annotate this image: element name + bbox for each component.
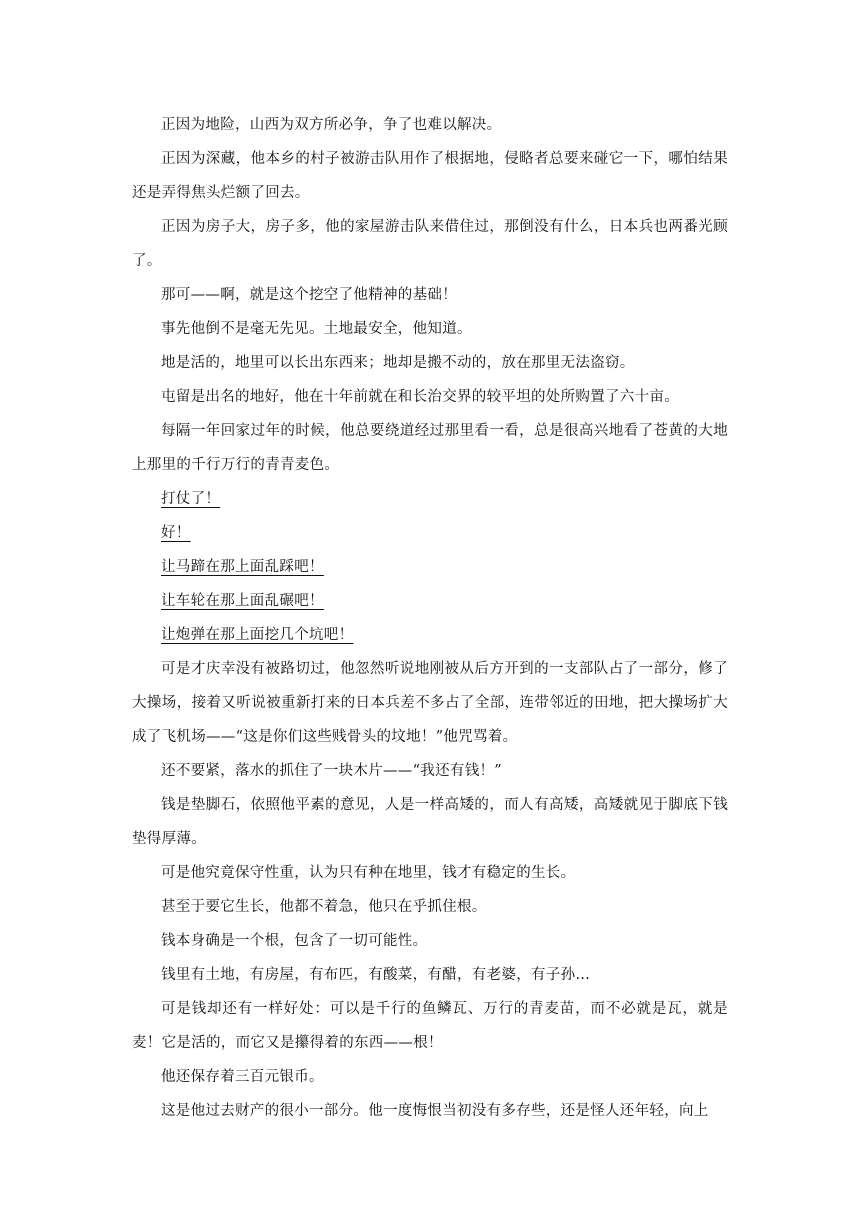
paragraph [132,992,728,1060]
paragraph [132,482,728,516]
paragraph [132,788,728,856]
paragraph [132,1094,728,1128]
paragraph-text: 钱里有土地，有房屋，有布匹，有酸菜，有醋，有老婆，有子孙… [161,967,591,983]
paragraph-text: 可是钱却还有一样好处：可以是千行的鱼鳞瓦、万行的青麦苗，而不必就是瓦，就是麦！它是活的，而它又是攥得着的东西——根！ [132,1001,728,1051]
paragraph-text: 事先他倒不是毫无先见。土地最安全，他知道。 [161,321,472,337]
paragraph-text: 每隔一年回家过年的时候，他总要绕道经过那里看一看，总是很高兴地看了苍黄的大地上那里的千行万行的青青麦色。 [132,423,728,473]
paragraph-text: 屯留是出名的地好，他在十年前就在和长治交界的较平坦的处所购置了六十亩。 [161,389,679,405]
paragraph [132,856,728,890]
paragraph [132,380,728,414]
paragraph-text: 让车轮在那上面乱碾吧！ [161,593,324,609]
paragraph-text: 正因为深藏，他本乡的村子被游击队用作了根据地，侵略者总要来碰它一下，哪怕结果还是弄得焦头烂额了回去。 [132,151,728,201]
paragraph [132,278,728,312]
paragraph [132,516,728,550]
paragraph-text: 打仗了！ [161,491,221,507]
paragraph [132,584,728,618]
paragraph-text: 可是他究竟保守性重，认为只有种在地里，钱才有稳定的生长。 [161,865,576,881]
paragraph [132,1060,728,1094]
paragraph-text: 让炮弹在那上面挖几个坑吧！ [161,627,354,643]
paragraph [132,312,728,346]
paragraph [132,754,728,788]
paragraph-text: 地是活的，地里可以长出东西来；地却是搬不动的，放在那里无法盗窃。 [161,355,635,371]
paragraph-text: 钱本身确是一个根，包含了一切可能性。 [161,933,428,949]
paragraph-text: 正因为房子大，房子多，他的家屋游击队来借住过，那倒没有什么，日本兵也两番光顾了。 [132,219,728,269]
paragraph [132,210,728,278]
paragraph [132,142,728,210]
paragraph-text: 还不要紧，落水的抓住了一块木片——“我还有钱！” [161,763,503,779]
paragraph [132,924,728,958]
paragraph-text: 可是才庆幸没有被路切过，他忽然听说地刚被从后方开到的一支部队占了一部分，修了大操场，接着又听说被重新打来的日本兵差不多占了全部，连带邻近的田地，把大操场扩大成了飞机场——“这是你们这些贱骨头的坟地！”他咒骂着。 [132,661,728,745]
paragraph-text: 甚至于要它生长，他都不着急，他只在乎抓住根。 [161,899,487,915]
paragraph-text: 他还保存着三百元银币。 [161,1069,324,1085]
paragraph-text: 那可——啊，就是这个挖空了他精神的基础！ [161,287,457,303]
paragraph [132,108,728,142]
paragraph-text: 正因为地险，山西为双方所必争，争了也难以解决。 [161,117,502,133]
paragraph-text: 钱是垫脚石，依照他平素的意见，人是一样高矮的，而人有高矮，高矮就见于脚底下钱垫得厚薄。 [132,797,728,847]
paragraph [132,414,728,482]
paragraph [132,550,728,584]
paragraph [132,346,728,380]
paragraph [132,652,728,754]
paragraph-text: 好！ [161,525,191,541]
paragraph [132,958,728,992]
paragraph-text: 这是他过去财产的很小一部分。他一度悔恨当初没有多存些，还是怪人还年轻，向上 [161,1103,709,1119]
article-body [132,108,728,1128]
paragraph-text: 让马蹄在那上面乱踩吧！ [161,559,324,575]
paragraph [132,618,728,652]
paragraph [132,890,728,924]
